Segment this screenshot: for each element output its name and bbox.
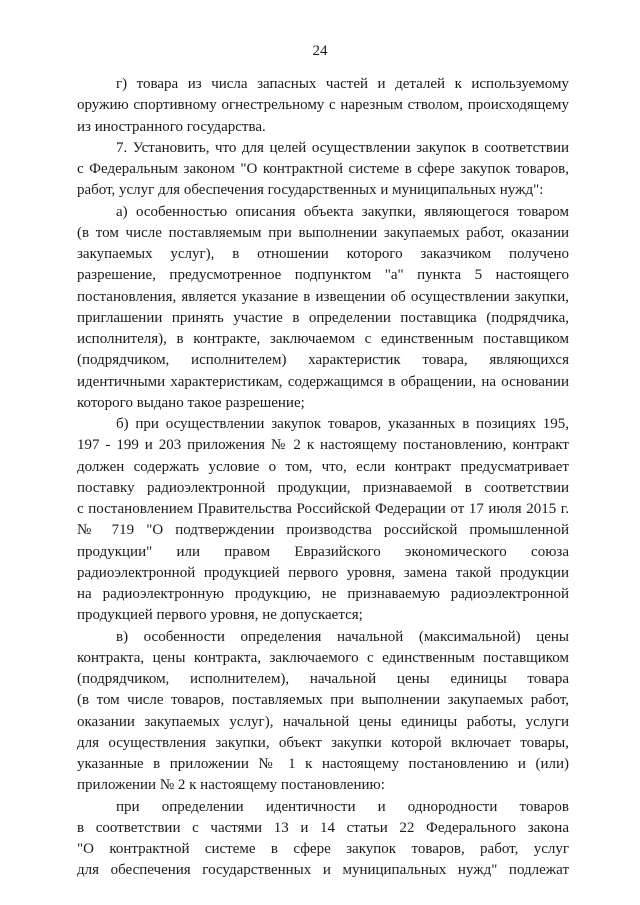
text-line: которого выдано такое разрешение; — [77, 394, 305, 411]
text-line: (подрядчиком, исполнителем) характеристик товара, являющихся — [77, 352, 569, 369]
text-line: контракта, цены контракта, заключаемого с единственным поставщиком — [77, 649, 569, 666]
text-line: поставку радиоэлектронной продукции, признаваемой в соответствии — [77, 479, 569, 496]
text-line: с постановлением Правительства Российской Федерации от 17 июля 2015 г. — [77, 501, 569, 517]
page-number: 24 — [312, 43, 328, 59]
text-line: с Федеральным законом "О контрактной системе в сфере закупок товаров, — [77, 161, 569, 177]
text-line: разрешение, предусмотренное подпунктом "а" пункта 5 настоящего — [77, 267, 569, 284]
text-line: радиоэлектронной продукцией первого уровня, замена такой продукции — [77, 564, 569, 581]
document-body — [77, 74, 569, 882]
text-line: приглашении принять участие в определении поставщика (подрядчика, — [77, 309, 569, 326]
text-line: для осуществления закупки, объект закупки которой включает товары, — [77, 734, 569, 751]
text-line: (в том числе поставляемым при выполнении закупаемых работ, оказании — [77, 224, 569, 241]
text-line: г) товара из числа запасных частей и деталей к используемому — [116, 76, 569, 92]
text-line: должен содержать условие о том, что, если контракт предусматривает — [77, 458, 569, 475]
text-line: продукцией первого уровня, не допускается; — [77, 607, 363, 624]
text-line: приложении № 2 к настоящему постановлению: — [77, 777, 385, 794]
text-line: 197 - 199 и 203 приложения № 2 к настоящему постановлению, контракт — [77, 437, 569, 454]
text-line: 7. Установить, что для целей осуществлении закупок в соответствии — [116, 139, 569, 156]
text-line: (в том числе товаров, поставляемых при выполнении закупаемых работ, — [77, 692, 569, 709]
text-line: для обеспечения государственных и муниципальных нужд" подлежат — [77, 862, 569, 879]
text-line: оружию спортивному огнестрельному с нарезным стволом, происходящему — [77, 97, 569, 114]
text-line: закупаемых услуг), в отношении которого заказчиком получено — [77, 246, 569, 262]
text-line: (подрядчиком, исполнителем), начальной цены единицы товара — [77, 671, 569, 687]
text-line: на радиоэлектронную продукцию, не признаваемую радиоэлектронной — [77, 586, 569, 602]
text-line: указанные в приложении № 1 к настоящему постановлению и (или) — [77, 756, 569, 772]
text-line: а) особенностью описания объекта закупки, являющегося товаром — [116, 203, 569, 220]
text-line: в соответствии с частями 13 и 14 статьи 22 Федерального закона — [77, 819, 569, 836]
text-line: продукции" или правом Евразийского экономического союза — [77, 543, 569, 560]
text-line: в) особенности определения начальной (максимальной) цены — [116, 628, 569, 645]
text-line: б) при осуществлении закупок товаров, указанных в позициях 195, — [116, 416, 569, 432]
text-line: работ, услуг для обеспечения государственных и муниципальных нужд": — [77, 182, 544, 199]
text-line: при определении идентичности и однородности товаров — [116, 798, 569, 815]
text-line: "О контрактной системе в сфере закупок товаров, работ, услуг — [77, 841, 569, 857]
text-line: № 719 "О подтверждении производства российской промышленной — [77, 522, 569, 539]
text-line: идентичными характеристикам, содержащимся в обращении, на основании — [77, 373, 569, 390]
text-line: исполнителя), в контракте, заключаемом с единственным поставщиком — [77, 331, 569, 347]
text-line: постановления, является указание в извещении об осуществлении закупки, — [77, 288, 569, 305]
text-line: оказании закупаемых услуг), начальной цены единицы работы, услуги — [77, 713, 569, 730]
text-line: из иностранного государства. — [77, 118, 266, 135]
